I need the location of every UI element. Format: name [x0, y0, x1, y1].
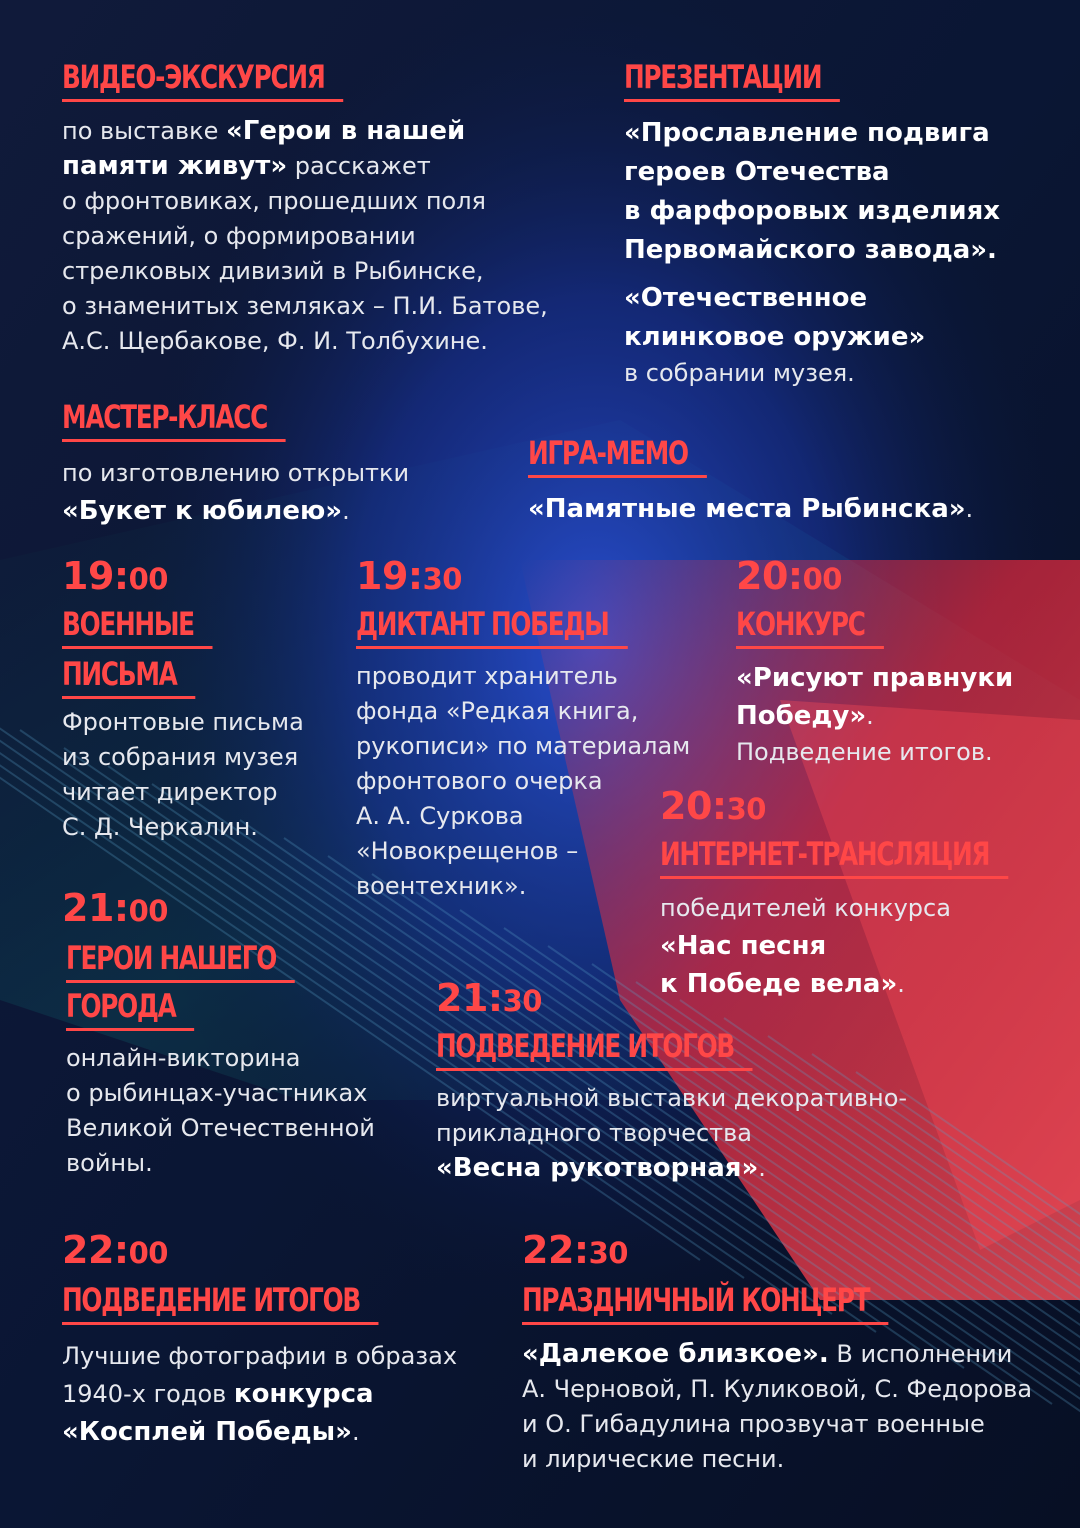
event-2030-text: победителей конкурса [660, 894, 951, 922]
event-2230-text: и лирические песни. [522, 1445, 785, 1473]
presentation-1-line: «Прославление подвига [624, 118, 990, 148]
presentations-heading: ПРЕЗЕНТАЦИИ [624, 58, 822, 96]
event-2200-text: Лучшие фотографии в образах [62, 1342, 458, 1370]
event-2100-heading: ГЕРОИ НАШЕГО [66, 939, 276, 977]
video-tour-text-7: А.С. Щербакове, Ф. И. Толбухине. [62, 327, 488, 355]
event-time: 21:00 [62, 886, 168, 930]
event-2230-text: и О. Гибадулина прозвучат военные [522, 1410, 985, 1438]
event-1900 [62, 556, 304, 845]
event-2230 [522, 1230, 1032, 1477]
event-1930-text: воентехник». [356, 872, 527, 900]
event-time: 21:30 [436, 976, 542, 1020]
video-tour-text-4: сражений, о формировании [62, 222, 416, 250]
presentation-1-line: в фарфоровых изделиях [624, 196, 1001, 226]
punctuation: . [351, 1418, 360, 1446]
event-2100-text: войны. [66, 1149, 153, 1177]
punctuation: . [866, 702, 874, 730]
event-1930-text: А. А. Суркова [356, 802, 524, 830]
presentation-2-tail: в собрании музея. [624, 359, 855, 387]
event-2030 [660, 786, 1043, 1003]
event-2230-concert-name: «Далекое близкое». [522, 1339, 829, 1369]
video-tour-text-5: стрелковых дивизий в Рыбинске, [62, 257, 484, 285]
video-tour-text-3: о фронтовиках, прошедших поля [62, 187, 486, 215]
event-2200-heading: ПОДВЕДЕНИЕ ИТОГОВ [62, 1281, 360, 1319]
punctuation: . [965, 495, 974, 523]
event-2100-text: Великой Отечественной [66, 1114, 375, 1142]
event-1930-text: фронтового очерка [356, 767, 603, 795]
event-time: 20:00 [736, 554, 842, 598]
event-2130-text: виртуальной выставки декоративно- [436, 1084, 908, 1112]
event-1930 [356, 556, 690, 904]
memo-game-block [528, 434, 973, 527]
video-tour-text-6: о знаменитых земляках – П.И. Батове, [62, 292, 548, 320]
event-2230-text: А. Черновой, П. Куликовой, С. Федорова [522, 1375, 1033, 1403]
event-1930-heading: ДИКТАНТ ПОБЕДЫ [356, 605, 609, 643]
video-tour-exhibition-name: «Герои в нашей [226, 116, 466, 146]
event-2030-contest-name: «Нас песня [660, 931, 827, 961]
event-2100 [62, 888, 375, 1181]
event-2130-heading: ПОДВЕДЕНИЕ ИТОГОВ [436, 1027, 734, 1065]
event-1930-text: «Новокрещенов – [356, 837, 579, 865]
event-2100-heading-2: ГОРОДА [66, 987, 176, 1025]
video-tour-block [62, 58, 548, 359]
memo-game-heading: ИГРА-МЕМО [528, 434, 688, 472]
punctuation: . [758, 1154, 766, 1182]
event-2000-heading: КОНКУРС [736, 605, 865, 643]
event-1900-heading: ВОЕННЫЕ [62, 605, 194, 643]
master-class-text: по изготовлению открытки [62, 459, 410, 487]
event-2000-text: Подведение итогов. [736, 738, 993, 766]
event-2230-text: В исполнении [828, 1340, 1013, 1368]
presentation-2-line: клинковое оружие» [624, 322, 926, 352]
event-2130 [436, 978, 907, 1186]
event-1900-text: С. Д. Черкалин. [62, 813, 258, 841]
event-2100-text: о рыбинцах-участниках [66, 1079, 368, 1107]
event-time: 22:30 [522, 1228, 628, 1272]
event-2030-contest-name-2: к Победе вела» [660, 969, 898, 999]
event-1900-heading-2: ПИСЬМА [62, 655, 177, 693]
video-tour-text: по выставке [62, 117, 227, 145]
video-tour-heading: ВИДЕО-ЭКСКУРСИЯ [62, 58, 325, 96]
event-2200 [62, 1230, 457, 1451]
master-class-block [62, 398, 409, 530]
video-tour-text-2: расскажет [287, 152, 431, 180]
event-1930-text: рукописи» по материалам [356, 732, 691, 760]
event-2230-heading: ПРАЗДНИЧНЫЙ КОНЦЕРТ [522, 1281, 870, 1319]
event-1930-text: проводит хранитель [356, 662, 618, 690]
presentation-1-line: Первомайского завода». [624, 235, 997, 265]
event-2130-text: прикладного творчества [436, 1119, 752, 1147]
event-1900-text: Фронтовые письма [62, 708, 304, 736]
event-time: 20:30 [660, 784, 766, 828]
event-2000-contest-name-2: Победу» [736, 701, 867, 731]
master-class-title: «Букет к юбилею» [62, 496, 343, 526]
event-2200-text: 1940-х годов [62, 1380, 234, 1408]
punctuation: . [342, 497, 350, 525]
event-1900-text: читает директор [62, 778, 278, 806]
video-tour-exhibition-name-2: памяти живут» [62, 151, 288, 181]
event-2000 [736, 556, 1013, 769]
master-class-heading: МАСТЕР-КЛАСС [62, 398, 268, 436]
event-2100-text: онлайн-викторина [66, 1044, 301, 1072]
presentations-block [624, 58, 1000, 389]
event-1930-text: фонда «Редкая книга, [356, 697, 639, 725]
event-2200-text-bold: конкурса [233, 1379, 374, 1409]
event-time: 22:00 [62, 1228, 168, 1272]
event-2030-heading: ИНТЕРНЕТ-ТРАНСЛЯЦИЯ [660, 835, 990, 873]
event-time: 19:00 [62, 554, 168, 598]
presentation-2-line: «Отечественное [624, 283, 868, 313]
event-2000-contest-name: «Рисуют правнуки [736, 663, 1014, 693]
event-time: 19:30 [356, 554, 462, 598]
memo-game-title: «Памятные места Рыбинска» [528, 494, 966, 524]
punctuation: . [897, 970, 905, 998]
event-2200-contest-name: «Косплей Победы» [62, 1417, 352, 1447]
event-2130-exhibition-name: «Весна рукотворная» [436, 1153, 759, 1183]
event-1900-text: из собрания музея [62, 743, 299, 771]
presentation-1-line: героев Отечества [624, 157, 890, 187]
